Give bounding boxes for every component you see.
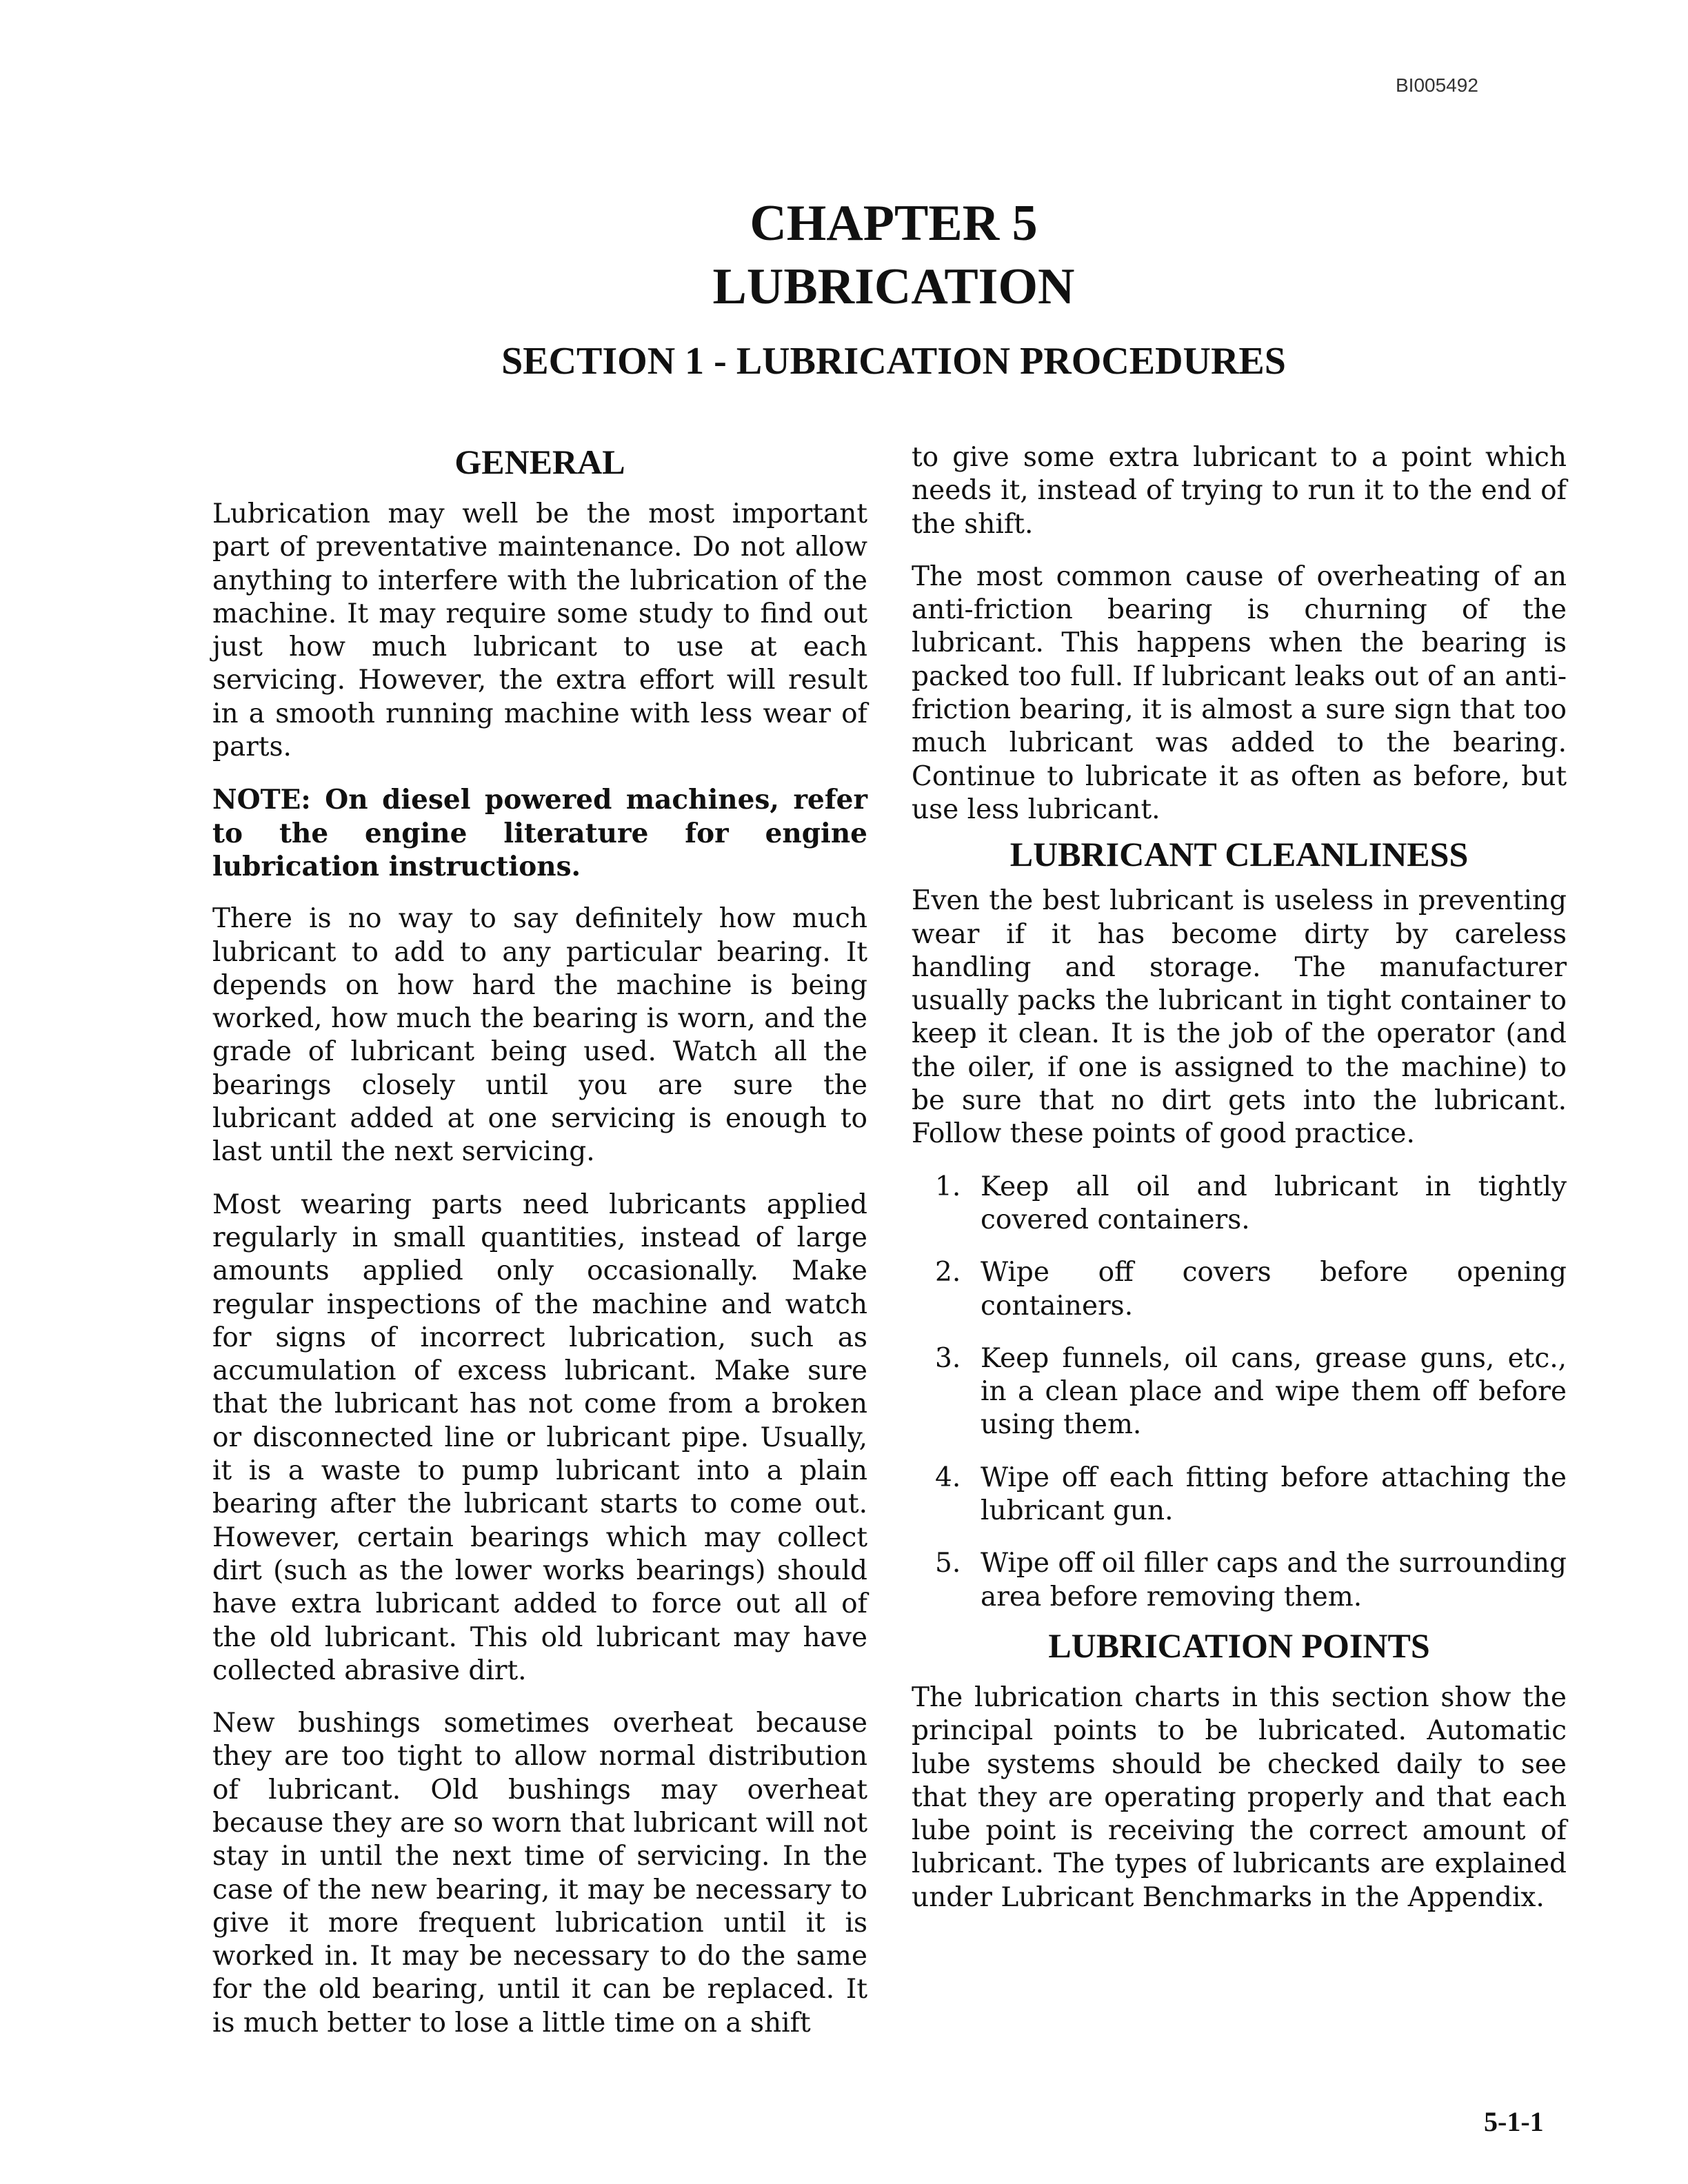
lubrication-points-paragraph: The lubrication charts in this section show the principal points to be lubricated. Automatic lube systems should be checked daily to see that they are operating properly and that each lube point is receiving the correct amount of lubricant. The types of lubricants are explained under Lubricant Benchmarks in the Appendix. xyxy=(912,1681,1567,1913)
list-item-text: Wipe off each fitting before attaching the lubricant gun. xyxy=(981,1462,1567,1527)
list-item-text: Wipe off covers before opening containers. xyxy=(981,1257,1567,1322)
general-paragraph-4-continued: to give some extra lubricant to a point which needs it, instead of trying to run it to the end of the shift. xyxy=(912,442,1567,540)
lubrication-points-heading: LUBRICATION POINTS xyxy=(1048,1626,1430,1665)
diesel-note: NOTE: On diesel powered machines, refer to the engine literature for engine lubrication instructions. xyxy=(212,784,867,882)
list-item-number: 4. xyxy=(935,1462,961,1493)
left-column xyxy=(212,441,867,2040)
general-paragraph-5: The most common cause of overheating of an anti-friction bearing is churning of the lubricant. This happens when the bearing is packed too full. If lubricant leaks out of an anti-friction bearing, it is almost a sure sign that too much lubricant was added to the bearing. Continue to lubricate it as often as before, but use less lubricant. xyxy=(912,560,1567,825)
chapter-title: LUBRICATION xyxy=(712,259,1075,315)
general-paragraph-3: Most wearing parts need lubricants applied regularly in small quantities, instead of large amounts applied only occasionally. Make regular inspections of the machine and watch for signs of incorrect lubrication, such as accumulation of excess lubricant. Make sure that the lubricant has not come from a broken or disconnected line or lubricant pipe. Usually, it is a waste to pump lubricant into a plain bearing after the lubricant starts to come out. However, certain bearings which may collect dirt (such as the lower works bearings) should have extra lubricant added to force out all of the old lubricant. This old lubricant may have collected abrasive dirt. xyxy=(212,1189,867,1686)
cleanliness-intro: Even the best lubricant is useless in preventing wear if it has become dirty by careless handling and storage. The manufacturer usually packs the lubricant in tight container to keep it clean. It is the job of the operator (and the oiler, if one is assigned to the machine) to be sure that no dirt gets into the lubricant. Follow these points of good practice. xyxy=(912,885,1567,1150)
right-column xyxy=(912,441,1567,1914)
cleanliness-heading: LUBRICANT CLEANLINESS xyxy=(1009,835,1469,874)
chapter-number: CHAPTER 5 xyxy=(750,195,1038,252)
list-item xyxy=(912,1547,1567,1614)
list-item-number: 1. xyxy=(935,1171,961,1202)
general-paragraph-4: New bushings sometimes overheat because they are too tight to allow normal distribution of lubricant. Old bushings may overheat because they are so worn that lubricant will not stay in until the next time of servicing. In the case of the new bearing, it may be necessary to give it more frequent lubrication until it is worked in. It may be necessary to do the same for the old bearing, until it can be replaced. It is much better to lose a little time on a shift xyxy=(212,1708,867,2039)
list-item-text: Keep funnels, oil cans, grease guns, etc., in a clean place and wipe them off before using them. xyxy=(981,1342,1567,1441)
list-item xyxy=(912,1171,1567,1237)
general-paragraph-2: There is no way to say definitely how much lubricant to add to any particular bearing. It depends on how hard the machine is being worked, how much the bearing is worn, and the grade of lubricant being used. Watch all the bearings closely until you are sure the lubricant added at one servicing is enough to last until the next servicing. xyxy=(212,903,867,1168)
list-item-number: 5. xyxy=(935,1548,961,1579)
list-item-number: 2. xyxy=(935,1257,961,1288)
practices-list xyxy=(912,1171,1567,1614)
list-item-text: Keep all oil and lubricant in tightly covered containers. xyxy=(981,1171,1567,1235)
list-item-text: Wipe off oil filler caps and the surrounding area before removing them. xyxy=(981,1548,1567,1612)
general-heading: GENERAL xyxy=(454,443,625,481)
list-item xyxy=(912,1342,1567,1442)
general-paragraph-1: Lubrication may well be the most important part of preventative maintenance. Do not allow anything to interfere with the lubrication of the machine. It may require some study to find out just how much lubricant to use at each servicing. However, the extra effort will result in a smooth running machine with less wear of parts. xyxy=(212,498,867,763)
page-number: 5-1-1 xyxy=(1484,2106,1544,2137)
list-item xyxy=(912,1256,1567,1323)
section-title: SECTION 1 - LUBRICATION PROCEDURES xyxy=(501,340,1286,383)
list-item xyxy=(912,1462,1567,1528)
document-id: BI005492 xyxy=(1396,74,1478,96)
list-item-number: 3. xyxy=(935,1342,961,1374)
